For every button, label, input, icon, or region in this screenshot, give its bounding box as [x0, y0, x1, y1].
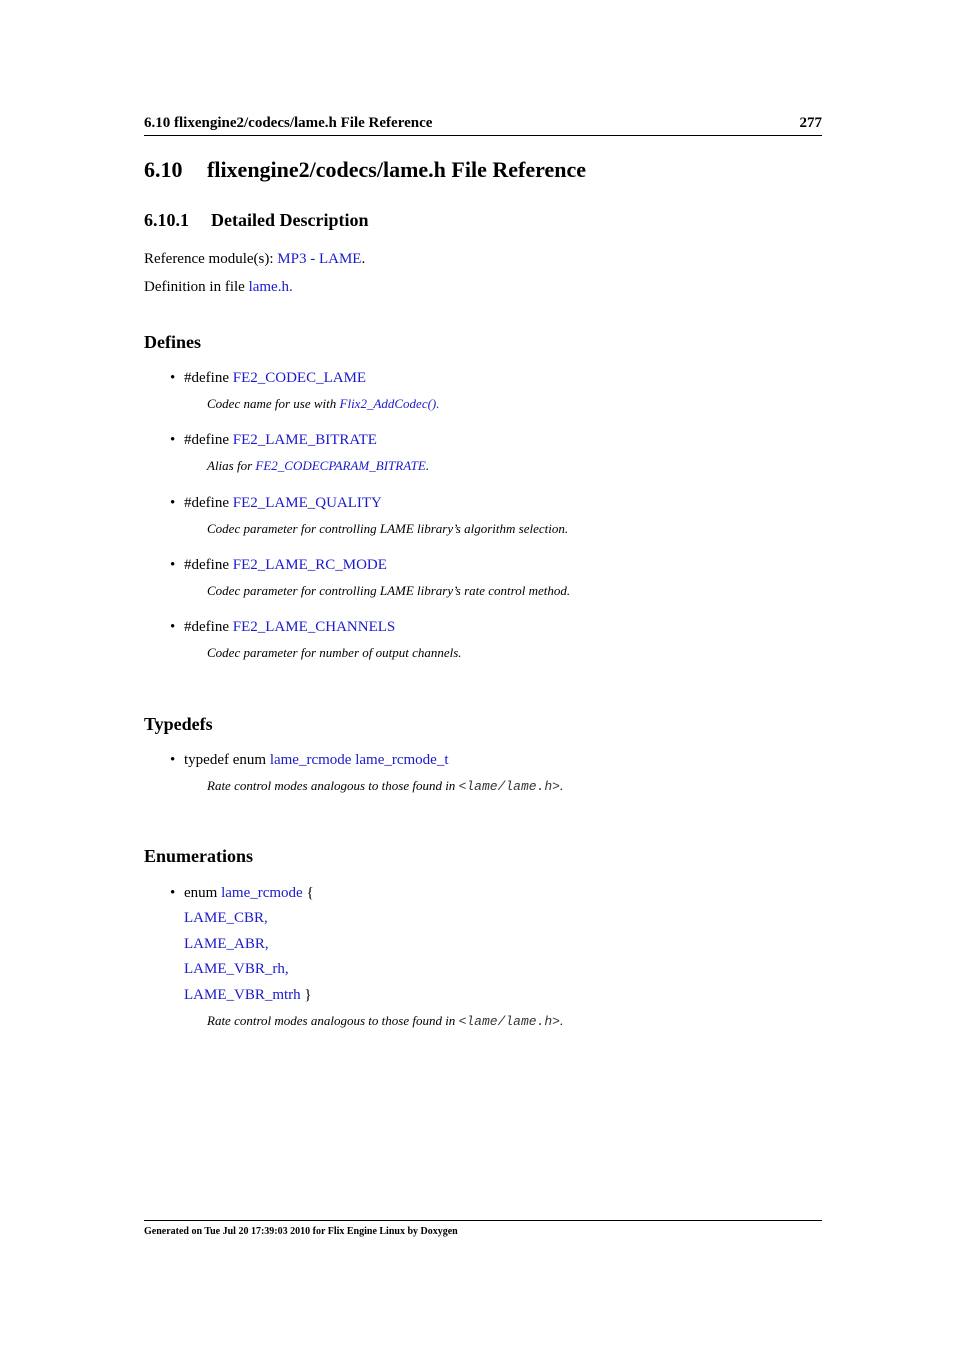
- bullet: •: [170, 619, 176, 635]
- enum-value: [184, 936, 269, 953]
- define-keyword: #define: [184, 495, 233, 511]
- define-fe2-lame-quality-link[interactable]: FE2_LAME_QUALITY: [232, 495, 382, 511]
- page-footer: [144, 1220, 822, 1237]
- flix2-addcodec-link[interactable]: Flix2_AddCodec(): [339, 396, 437, 411]
- bullet: •: [170, 557, 176, 573]
- section-title: flixengine2/codecs/lame.h File Reference: [207, 157, 586, 182]
- enum-separator: ,: [264, 936, 269, 952]
- reference-module-suffix: .: [361, 251, 366, 267]
- section-number: 6.10: [144, 157, 183, 182]
- bullet: •: [170, 495, 176, 511]
- define-description: Codec parameter for controlling LAME library’s rate control method.: [207, 583, 571, 598]
- define-desc-suffix: .: [425, 458, 430, 473]
- lame-rcmode-enum-link[interactable]: lame_rcmode: [221, 885, 303, 901]
- enum-separator: ,: [284, 961, 289, 977]
- define-item: [170, 619, 395, 636]
- lame-cbr-link[interactable]: LAME_CBR: [184, 910, 265, 926]
- definition-prefix: Definition in file: [144, 279, 249, 295]
- lame-rcmode-type-link[interactable]: lame_rcmode: [269, 752, 352, 768]
- define-item: [170, 557, 387, 574]
- typedefs-heading: Typedefs: [144, 714, 213, 734]
- define-item: [170, 370, 366, 387]
- enum-separator: ,: [264, 910, 268, 926]
- defines-heading: Defines: [144, 332, 201, 352]
- enum-desc-code: <lame/lame.h>: [458, 1014, 560, 1029]
- enum-open-brace: {: [302, 885, 314, 901]
- enum-value: [184, 987, 312, 1004]
- typedef-description: [207, 778, 563, 794]
- lame-h-link[interactable]: lame.h: [248, 279, 289, 295]
- define-fe2-lame-channels-link[interactable]: FE2_LAME_CHANNELS: [232, 619, 396, 635]
- define-fe2-codec-lame-link[interactable]: FE2_CODEC_LAME: [232, 370, 367, 386]
- typedef-item: [170, 752, 449, 769]
- lame-vbr-mtrh-link[interactable]: LAME_VBR_mtrh: [184, 987, 301, 1003]
- enumerations-heading: Enumerations: [144, 846, 254, 866]
- bullet: •: [170, 432, 176, 448]
- definition-file-line: [144, 279, 293, 296]
- bullet: •: [170, 752, 176, 768]
- define-fe2-lame-rc-mode-link[interactable]: FE2_LAME_RC_MODE: [232, 557, 387, 573]
- typedef-desc-prefix: Rate control modes analogous to those found in: [207, 778, 459, 793]
- typedef-keyword: typedef enum: [184, 752, 270, 768]
- subsection-title: Detailed Description: [211, 210, 369, 230]
- define-description: Codec parameter for number of output channels.: [207, 645, 462, 660]
- enum-item: [170, 885, 314, 902]
- reference-module-line: [144, 251, 365, 268]
- enum-value: [184, 910, 268, 927]
- mp3-lame-link[interactable]: MP3 - LAME: [277, 251, 362, 267]
- definition-suffix: .: [288, 279, 293, 295]
- reference-module-prefix: Reference module(s):: [144, 251, 278, 267]
- bullet: •: [170, 370, 176, 386]
- define-keyword: #define: [184, 557, 233, 573]
- subsection-heading: [144, 210, 368, 231]
- define-description: Codec parameter for controlling LAME library’s algorithm selection.: [207, 521, 569, 536]
- section-heading: [144, 157, 586, 183]
- enum-keyword: enum: [184, 885, 222, 901]
- define-desc-prefix: Alias for: [207, 458, 256, 473]
- lame-abr-link[interactable]: LAME_ABR: [184, 936, 265, 952]
- define-description: [207, 396, 440, 412]
- running-header-title: 6.10 flixengine2/codecs/lame.h File Reference: [144, 115, 433, 131]
- page-number: 277: [799, 115, 822, 131]
- running-header: [144, 113, 822, 136]
- enum-desc-suffix: .: [559, 1013, 564, 1028]
- footer-text: Generated on Tue Jul 20 17:39:03 2010 for Flix Engine Linux by Doxygen: [144, 1226, 458, 1237]
- define-keyword: #define: [184, 432, 233, 448]
- bullet: •: [170, 885, 176, 901]
- define-keyword: #define: [184, 619, 233, 635]
- enum-description: [207, 1013, 563, 1029]
- define-desc-prefix: Codec name for use with: [207, 396, 340, 411]
- define-description: [207, 458, 429, 474]
- enum-value: [184, 961, 289, 978]
- typedef-desc-code: <lame/lame.h>: [458, 779, 560, 794]
- subsection-number: 6.10.1: [144, 210, 189, 230]
- typedef-desc-suffix: .: [559, 778, 564, 793]
- define-fe2-lame-bitrate-link[interactable]: FE2_LAME_BITRATE: [232, 432, 377, 448]
- enum-close-brace: }: [300, 987, 312, 1003]
- lame-vbr-rh-link[interactable]: LAME_VBR_rh: [184, 961, 285, 977]
- lame-rcmode-t-link[interactable]: lame_rcmode_t: [355, 752, 449, 768]
- define-item: [170, 495, 382, 512]
- enum-desc-prefix: Rate control modes analogous to those found in: [207, 1013, 459, 1028]
- define-keyword: #define: [184, 370, 233, 386]
- fe2-codecparam-bitrate-link[interactable]: FE2_CODECPARAM_BITRATE: [255, 458, 426, 473]
- define-desc-suffix: .: [436, 396, 440, 411]
- define-item: [170, 432, 377, 449]
